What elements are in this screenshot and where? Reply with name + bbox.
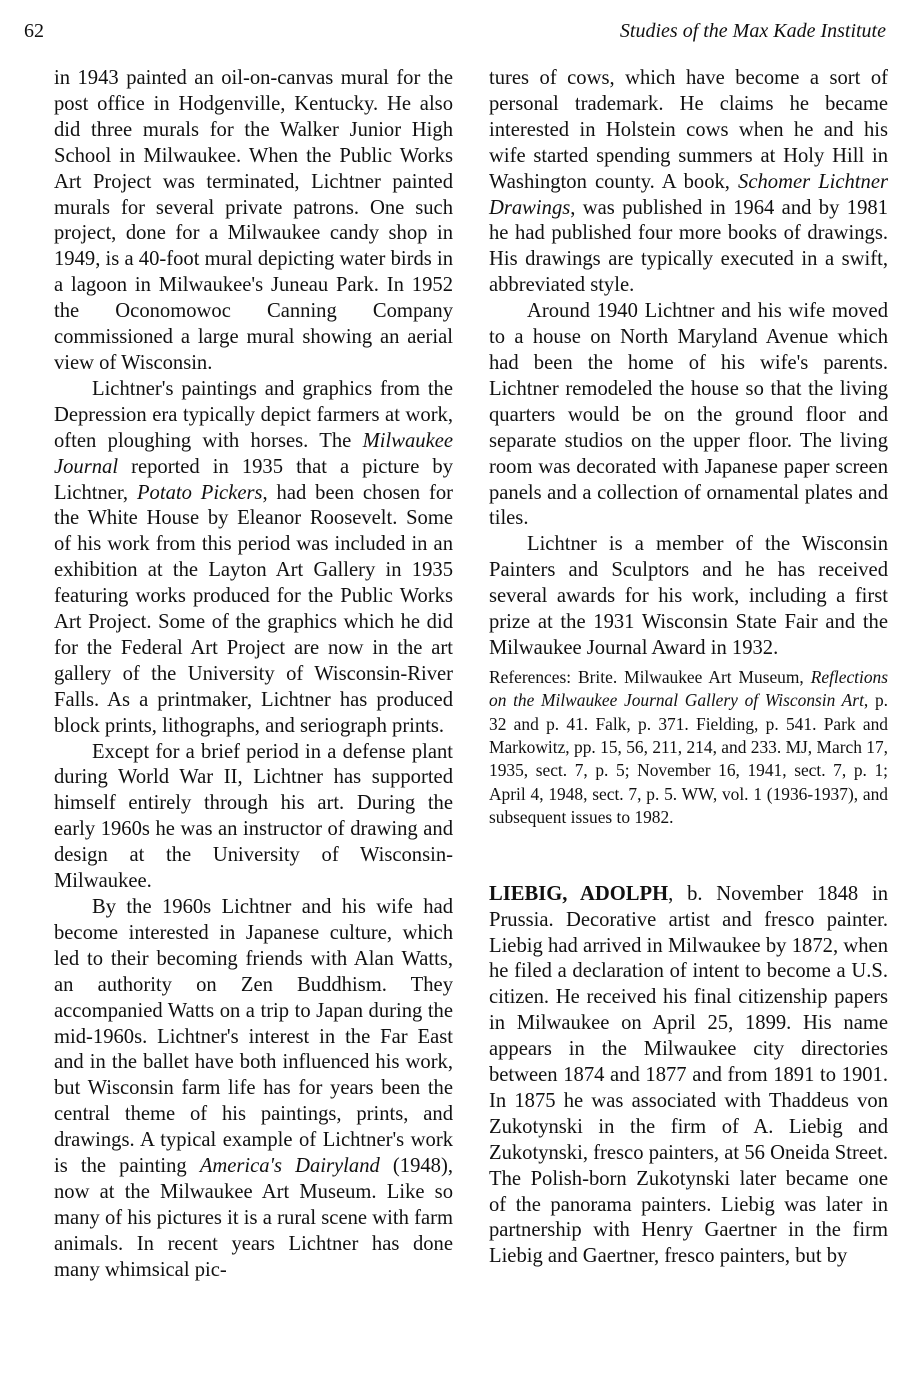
text-run: , b. November 1848 in Prussia. Decorative artist and fresco painter. Liebig had arrived in Milwaukee by 1872, when he filed a declaration of intent to become a U.S. citizen. He received his final citizenship papers in Milwaukee on April 25, 1899. His name appears in the Milwaukee city directories between 1874 and 1877 and from 1891 to 1901. In 1875 he was associated with Thaddeus von Zukotynski in the firm of A. Liebig and Zukotynski, fresco painters, at 56 Oneida Street. The Polish-born Zukotynski later became one of the panorama painters. Liebig was later in partnership with Henry Gaertner in the firm Liebig and Gaertner, fresco painters, but by — [489, 882, 888, 1268]
text-run: References: Brite. Milwaukee Art Museum, — [489, 666, 811, 687]
text-run: Lichtner's paintings and graphics from the Depression era typically depict farmers at work, often ploughing with horses. The — [54, 377, 453, 452]
paragraph: in 1943 painted an oil-on-canvas mural for the post office in Hodgenville, Kentucky. He also did three murals for the Walker Junior High School in Milwaukee. When the Public Works Art Project was terminated, Lichtner painted murals for several private patrons. One such project, done for a Milwaukee candy shop in 1949, is a 40-foot mural depicting water birds in a lagoon in Milwaukee's Juneau Park. In 1952 the Oconomowoc Canning Company commissioned a large mural showing an aerial view of Wisconsin. — [54, 67, 453, 374]
text-run: (1948), now at the Milwaukee Art Museum. Like so many of his pictures it is a rural scene with farm animals. In recent years Lichtner has done many whimsical pic- — [54, 1155, 453, 1281]
paragraph — [54, 895, 453, 1284]
biography-entry — [489, 882, 888, 1271]
entry-headword: LIEBIG, ADOLPH — [489, 882, 669, 905]
paragraph: Around 1940 Lichtner and his wife moved to a house on North Maryland Avenue which had been the home of his wife's parents. Lichtner remodeled the house so that the living quarters would be on the ground floor and separate studios on the upper floor. The living room was decorated with Japanese paper screen panels and a collection of ornamental plates and tiles. — [489, 300, 888, 530]
page-number: 62 — [24, 20, 44, 42]
italic-title: Schomer Lichtner Drawings — [489, 170, 888, 219]
text-run: reported in 1935 that a picture by Lichtner, — [54, 455, 453, 504]
references — [489, 666, 888, 830]
italic-title: America's Dairyland — [199, 1155, 380, 1178]
paragraph: Except for a brief period in a defense plant during World War II, Lichtner has supported himself entirely through his art. During the early 1960s he was an instructor of drawing and design at the University of Wisconsin-Milwaukee. — [54, 740, 453, 893]
paragraph — [54, 377, 453, 740]
paragraph — [489, 66, 888, 299]
text-run: By the 1960s Lichtner and his wife had become interested in Japanese culture, which led to their becoming friends with Alan Watts, an authority on Zen Buddhism. They accompanied Watts on a trip to Japan during the mid-1960s. Lichtner's interest in the Far East and in the ballet have both influenced his work, but Wisconsin farm life has for years been the central theme of his paintings, prints, and drawings. A typical example of Lichtner's work is the painting — [54, 896, 453, 1178]
italic-title: Milwaukee Journal — [54, 429, 453, 478]
italic-title: Reflections on the Milwaukee Journal Gallery of Wisconsin Art — [489, 666, 888, 711]
text-run: , had been chosen for the White House by Eleanor Roosevelt. Some of his work from this period was included in an exhibition at the Layton Art Gallery in 1935 featuring works produced for the Public Works Art Project. Some of the graphics which he did for the Federal Art Project are now in the art gallery of the University of Wisconsin-River Falls. As a printmaker, Lichtner has produced block prints, lithographs, and seriograph prints. — [54, 481, 453, 737]
text-run: , p. 32 and p. 41. Falk, p. 371. Fielding, p. 541. Park and Markowitz, pp. 15, 56, 211, 214, and 233. MJ, March 17, 1935, sect. 7, p. 5; November 16, 1941, sect. 7, p. 1; April 4, 1948, sect. 7, p. 5. WW, vol. 1 (1936-1937), and subsequent issues to 1982. — [489, 690, 888, 828]
text-run: tures of cows, which have become a sort of personal trademark. He claims he became interested in Holstein cows when he and his wife started spending summers at Holy Hill in Washington county. A book, — [489, 67, 888, 193]
text-run: , was published in 1964 and by 1981 he had published four more books of drawings. His drawings are typically executed in a swift, abbreviated style. — [489, 196, 888, 297]
paragraph: Lichtner is a member of the Wisconsin Painters and Sculptors and he has received several awards for his work, including a first prize at the 1931 Wisconsin State Fair and the Milwaukee Journal Award in 1932. — [489, 533, 888, 659]
right-column — [489, 66, 888, 1270]
running-header: Studies of the Max Kade Institute — [619, 20, 886, 42]
left-column — [54, 66, 453, 1284]
italic-title: Potato Pickers — [136, 481, 263, 504]
